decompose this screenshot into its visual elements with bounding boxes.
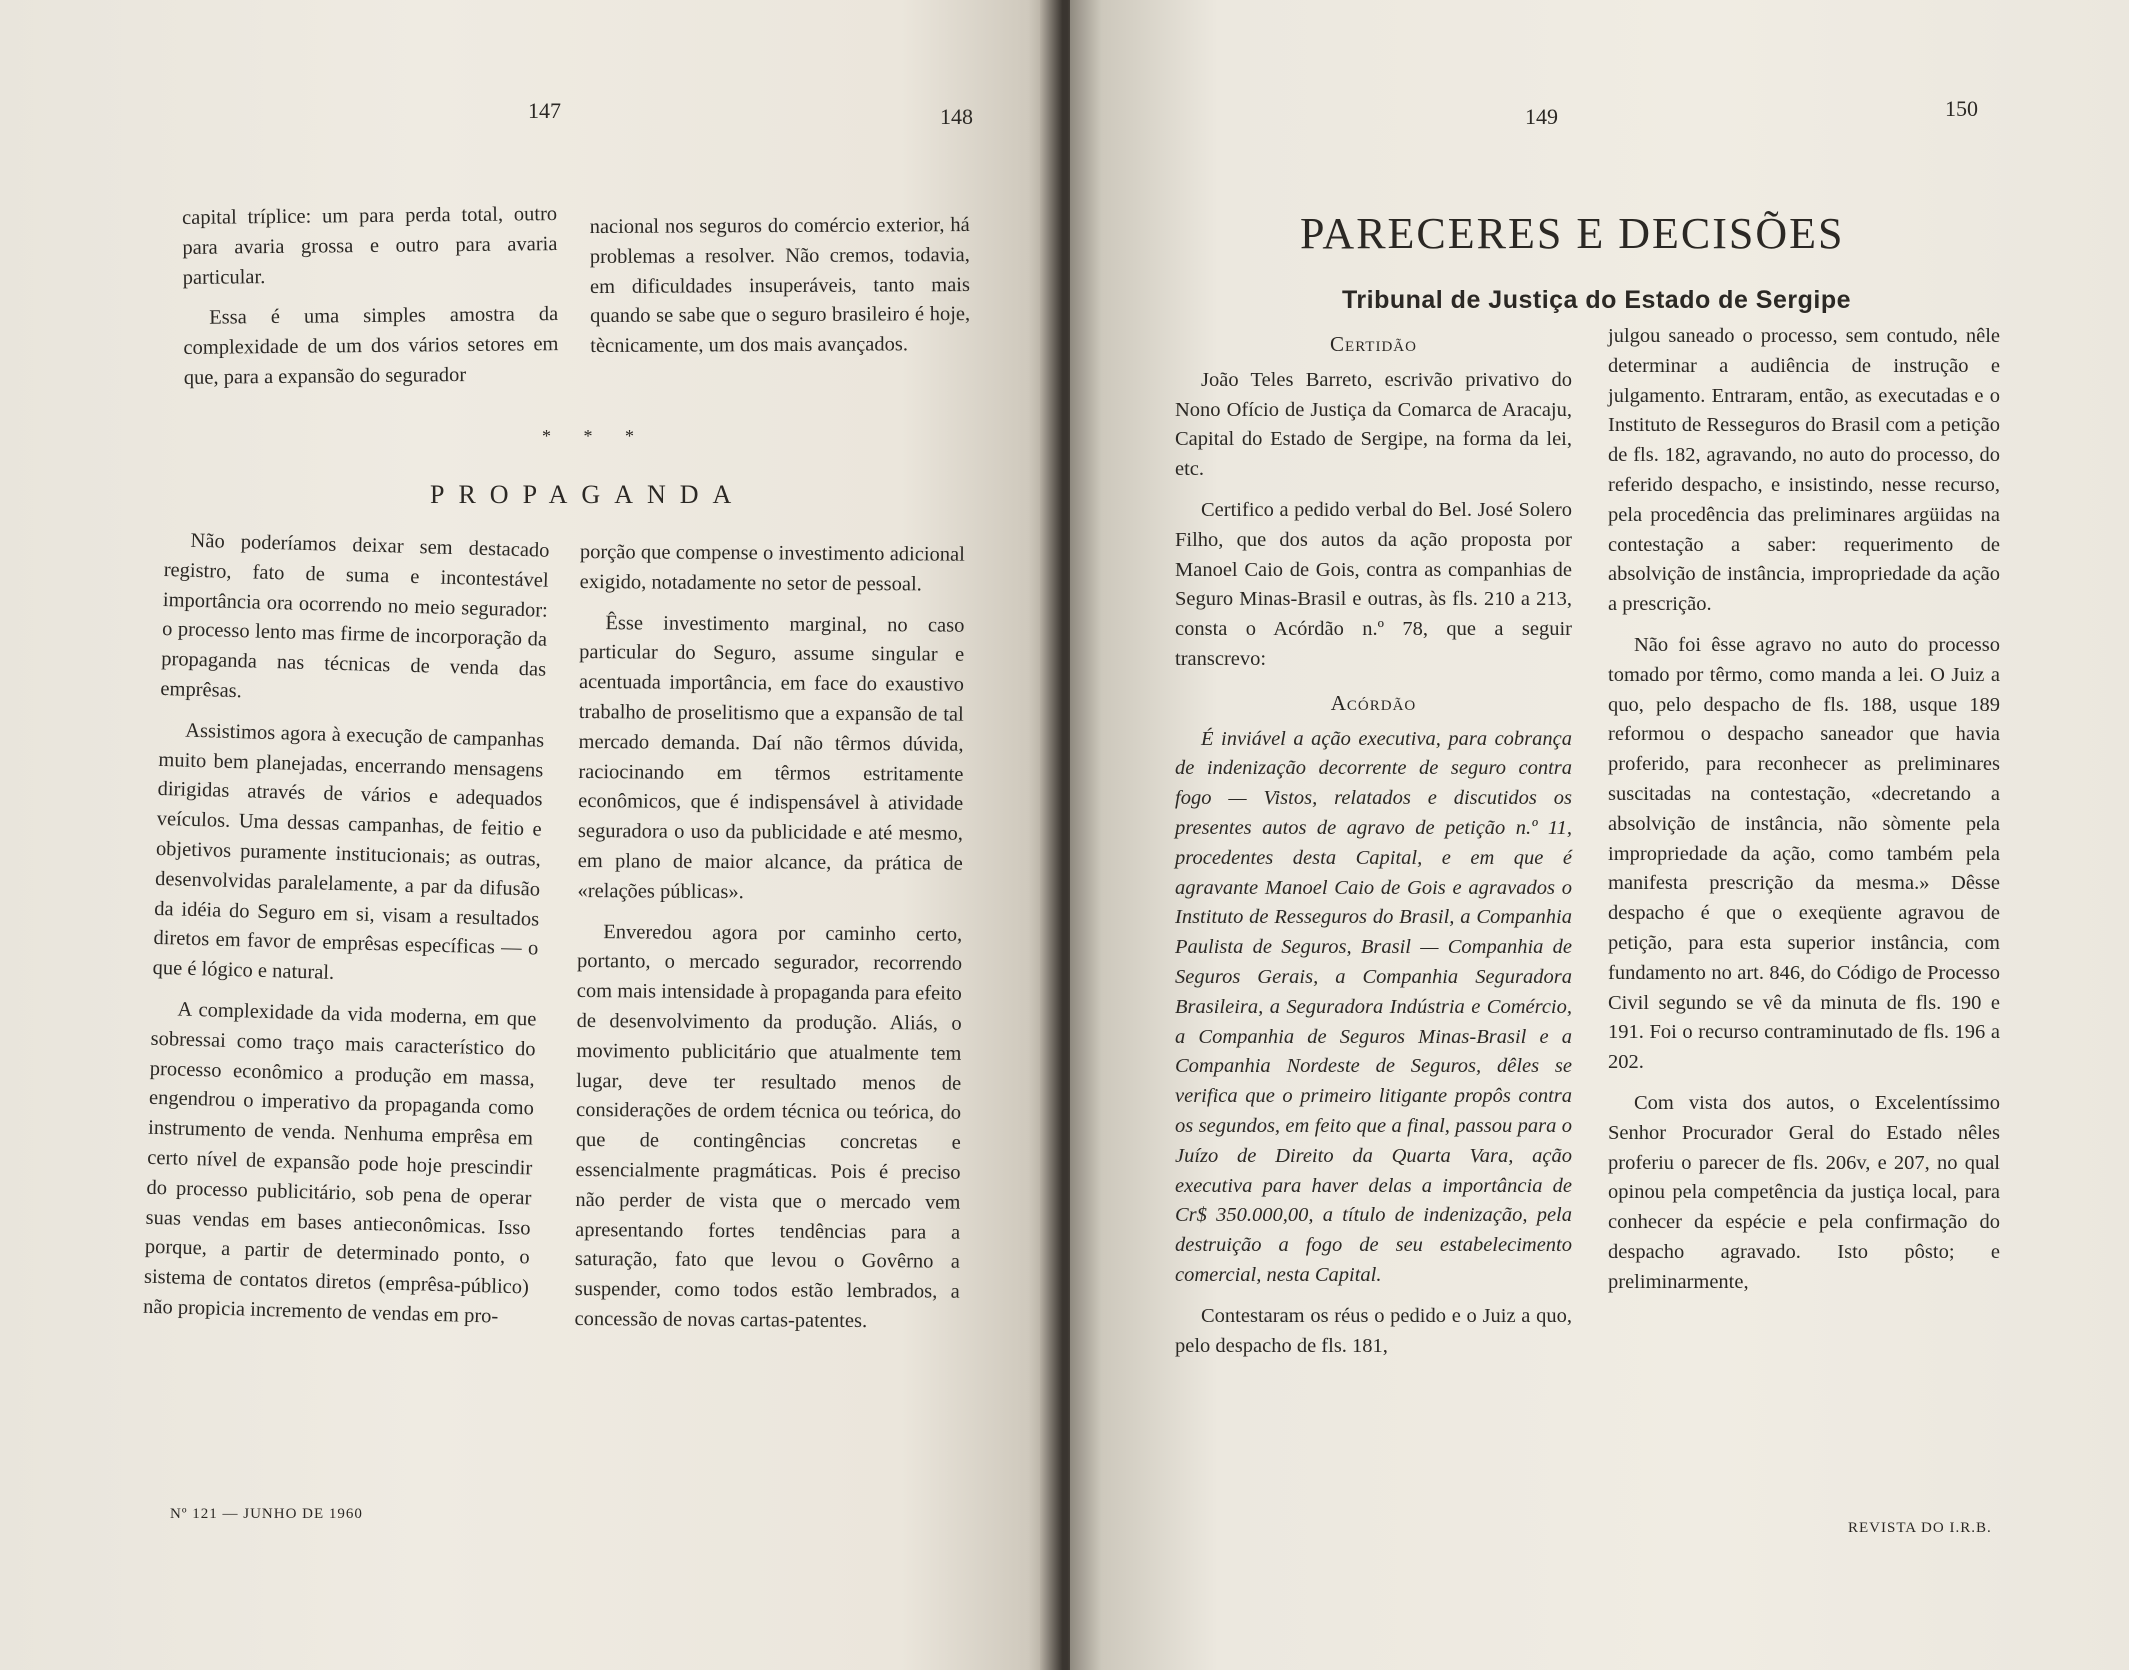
left-col2-bottom bbox=[574, 538, 965, 1348]
paragraph: Certifico a pedido verbal do Bel. José Solero Filho, que dos autos da ação proposta por Manoel Caio de Gois, contra as companhias de Seguro Minas-Brasil e outras, às fls. 210 a 213, consta o Acórdão n.º 78, que a seguir transcrevo: bbox=[1175, 498, 1572, 670]
paragraph: Essa é uma simples amostra da complexidade de um dos vários setores em que, para a expansão do segurador bbox=[183, 303, 559, 389]
page-number-148: 148 bbox=[940, 104, 973, 129]
acordao-heading: Acórdão bbox=[1330, 690, 1417, 715]
section-title-propaganda: PROPAGANDA bbox=[430, 480, 746, 509]
paragraph: Contestaram os réus o pedido e o Juiz a quo, pelo despacho de fls. 181, bbox=[1175, 1304, 1572, 1357]
right-footer: REVISTA DO I.R.B. bbox=[1848, 1520, 1992, 1536]
page-number-150: 150 bbox=[1945, 96, 1978, 121]
paragraph: julgou saneado o processo, sem contudo, nêle determinar a audiência de instrução e julgamento. Entraram, então, as executadas e o Instituto de Resseguros do Brasil com a petição de fls. 182, agravando, no auto do processo, do referido despacho, e insistindo, nesse recurso, pela procedência das preliminares argüidas na contestação a saber: requerimento de absolvição de instância, impropriedade da ação a prescrição. bbox=[1608, 325, 2000, 616]
left-col1-top bbox=[182, 200, 559, 405]
paragraph: nacional nos seguros do comércio exterior, há problemas a resolver. Não cremos, todavia, em dificuldades insuperáveis, tanto mais quando se sabe que o seguro brasileiro é hoje, tècnicamente, um dos mais avançados. bbox=[589, 214, 971, 358]
paragraph: Enveredou agora por caminho certo, portanto, o mercado segurador, recorrendo com mais intensidade à propaganda para efeito de desenvolvimento da produção. Aliás, o movimento publicitário que atualmente tem lugar, deve ter resultado menos de considerações de ordem técnica ou teórica, do que de contingências concretas e essencialmente pragmáticas. Pois é preciso não perder de vista que o mercado vem apresentando fortes tendências para a saturação, fato que levou o Govêrno a suspender, como todos estão lembrados, a concessão de novas cartas-patentes. bbox=[574, 920, 963, 1332]
left-col1-bottom bbox=[142, 526, 549, 1344]
paragraph: Não foi êsse agravo no auto do processo tomado por têrmo, como manda a lei. O Juiz a quo, pelo despacho de fls. 188, usque 189 reformou o despacho saneador que havia proferido, para reconhecer as preliminares suscitadas na contestação, «decretando a absolvição de instância, não sòmente pela impropriedade da ação, como também pela manifesta prescrição da mesma.» Dêsse despacho é que o exeqüente agravou de petição, para esta superior instância, com fundamento no art. 846, do Código de Processo Civil segundo se vê da minuta de fls. 190 e 191. Foi o recurso contraminutado de fls. 196 a 202. bbox=[1608, 633, 2000, 1074]
left-page bbox=[0, 0, 1060, 1670]
section-divider-stars: * * * bbox=[542, 426, 648, 446]
paragraph: capital tríplice: um para perda total, outro para avaria grossa e outro para avaria particular. bbox=[181, 203, 558, 289]
paragraph: A complexidade da vida moderna, em que sobressai como traço mais característico do processo econômico a produção em massa, engendrou o imperativo da propaganda como instrumento de venda. Nenhuma emprêsa em certo nível de expansão pode hoje prescindir do processo publicitário, sob pena de operar suas vendas em bases antieconômicas. Isso porque, a partir de determinado ponto, o sistema de contatos diretos (emprêsa-público) não propicia incremento de vendas em pro- bbox=[142, 998, 537, 1328]
paragraph: João Teles Barreto, escrivão privativo do Nono Ofício de Justiça da Comarca de Aracaju, Capital do Estado de Sergipe, na forma da lei, etc. bbox=[1175, 368, 1572, 481]
left-footer: Nº 121 — JUNHO DE 1960 bbox=[170, 1506, 363, 1522]
paragraph: porção que compense o investimento adicional exigido, notadamente no setor de pessoal. bbox=[579, 540, 965, 596]
page-subtitle: Tribunal de Justiça do Estado de Sergipe bbox=[1342, 286, 1852, 314]
right-col2 bbox=[1608, 322, 2000, 1309]
page-number-149: 149 bbox=[1525, 104, 1558, 129]
paragraph: Com vista dos autos, o Excelentíssimo Senhor Procurador Geral do Estado nêles proferiu o parecer de fls. 206v, e 207, no qual opinou pela competência da justiça local, para conhecer da espécie e pela confirmação do despacho agravado. Isto pôsto; e preliminarmente, bbox=[1608, 1091, 2000, 1293]
paragraph: Não poderíamos deixar sem destacado registro, fato de suma e incontestável importância ora ocorrendo no meio segurador: o processo lento mas firme de incorporação da propaganda nas técnicas de venda das emprêsas. bbox=[160, 529, 550, 703]
paragraph: Êsse investimento marginal, no caso particular do Seguro, assume singular e acentuada importância, em face do exaustivo trabalho de proselitismo que a expansão de tal mercado demanda. Daí não têrmos dúvida, raciocinando em têrmos estritamente econômicos, que é indispensável à atividade seguradora o uso da publicidade e até mesmo, em plano de maior alcance, da prática de «relações públicas». bbox=[577, 611, 965, 903]
paragraph: É inviável a ação executiva, para cobrança de indenização decorrente de seguro contra fogo — Vistos, relatados e discutidos os presentes autos de agravo de petição n.º 11, procedentes desta Capital, e em que é agravante Manoel Caio de Gois e agravados o Instituto de Resseguros do Brasil, a Companhia Paulista de Seguros, Brasil — Companhia de Seguros Gerais, a Companhia Seguradora Brasileira, a Seguradora Indústria e Comércio, a Companhia de Seguros Minas-Brasil e a Companhia Nordeste de Seguros, dêles se verifica que o primeiro litigante propôs contra os segundos, em feito que a final, passou para o Juízo de Direito da Quarta Vara, ação executiva para haver delas a importância de Cr$ 350.000,00, a título de indenização, pela destruição a fogo de seu estabelecimento comercial, nesta Capital. bbox=[1175, 727, 1572, 1286]
page-title: PARECERES E DECISÕES bbox=[1300, 209, 1845, 258]
right-col1 bbox=[1175, 330, 1572, 1372]
page-number-147: 147 bbox=[528, 98, 561, 123]
left-col2-top bbox=[590, 211, 971, 373]
paragraph: Assistimos agora à execução de campanhas muito bem planejadas, encerrando mensagens dirigidas através de vários e adequados veículos. Uma dessas campanhas, de feitio e objetivos puramente institucionais; as outras, desenvolvidas paralelamente, a par da difusão da idéia do Seguro em si, visam a resultados diretos em favor de emprêsas específicas — o que é lógico e natural. bbox=[152, 719, 545, 985]
certidao-heading: Certidão bbox=[1330, 332, 1417, 356]
right-page bbox=[1070, 0, 2129, 1670]
